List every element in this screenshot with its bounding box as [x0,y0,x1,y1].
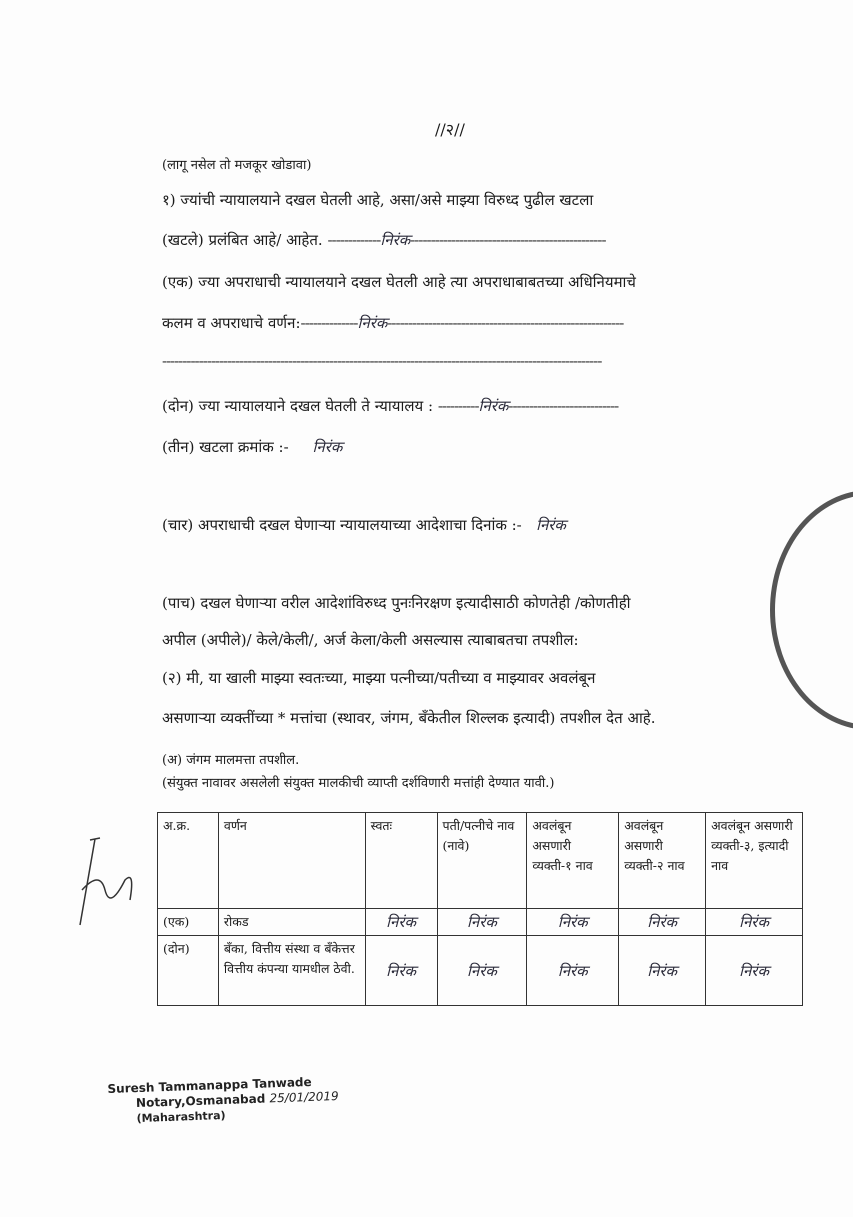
handwritten-answer: निरंक [478,397,509,415]
item-ek-line2: कलम व अपराधाचे वर्णन:--------------निरंक---------------------------------------------------------- [162,314,624,332]
item-teen [162,437,342,457]
handwritten-answer: निरंक [312,438,343,456]
handwritten-cell: निरंक [619,936,706,1006]
movable-assets-table [157,812,803,1006]
row-number: (एक) [158,909,219,936]
header-cell: अवलंबून असणारी व्यक्ती-३, इत्यादी नाव [706,813,803,909]
handwritten-answer: निरंक [357,314,388,332]
handwritten-cell: निरंक [706,936,803,1006]
item-ek-line1: (एक) ज्या अपराधाची न्यायालयाने दखल घेतली आहे त्या अपराधाबाबतच्या अधिनियमाचे [162,273,636,291]
instruction-note: (लागू नसेल तो मजकूर खोडावा) [162,158,312,173]
header-cell: पती/पत्नीचे नाव (नावे) [437,813,527,909]
handwritten-cell: निरंक [619,909,706,936]
notary-title: Notary,Osmanabad [135,1091,266,1111]
item-don: (दोन) ज्या न्यायालयाने दखल घेतली ते न्यायालय : ----------निरंक--------------------------- [162,397,619,415]
item-pach-line1: (पाच) दखल घेणाऱ्या वरील आदेशांविरुध्द पुनःनिरक्षण इत्यादीसाठी कोणतेही /कोणतीही [162,594,631,612]
row-number: (दोन) [158,936,219,1006]
para1-line2: (खटले) प्रलंबित आहे/ आहेत. -------------निरंक------------------------------------------------ [162,231,606,249]
handwritten-cell: निरंक [527,936,619,1006]
para2-line1: (२) मी, या खाली माझ्या स्वतःच्या, माझ्या पत्नीच्या/पतीच्या व माझ्यावर अवलंबून [162,669,596,687]
para1-text: (खटले) प्रलंबित आहे/ आहेत. [162,231,323,249]
item-don-text: (दोन) ज्या न्यायालयाने दखल घेतली ते न्यायालय : [162,397,434,415]
handwritten-answer: निरंक [380,231,411,249]
row-description: बँका, वित्तीय संस्था व बँकेत्तर वित्तीय कंपन्या यामधील ठेवी. [218,936,365,1006]
handwritten-cell: निरंक [706,909,803,936]
item-char [162,515,566,535]
header-cell: अवलंबून असणारी व्यक्ती-२ नाव [619,813,706,909]
item-teen-text: (तीन) खटला क्रमांक :- [162,438,289,456]
table-header-row [158,813,803,909]
signature-mark [70,830,140,930]
handwritten-cell: निरंक [437,909,527,936]
section-a-title: (अ) जंगम मालमत्ता तपशील. [162,753,300,768]
row-description: रोकड [218,909,365,936]
handwritten-cell: निरंक [365,909,437,936]
page-number: //२// [435,120,465,139]
header-cell: अ.क्र. [158,813,219,909]
table-row [158,936,803,1006]
notary-seal [770,490,853,730]
handwritten-cell: निरंक [437,936,527,1006]
para2-line2: असणाऱ्या व्यक्तींच्या * मत्तांचा (स्थावर, जंगम, बँकेतील शिल्लक इत्यादी) तपशील देत आहे. [162,709,656,727]
notary-date: 25/01/2019 [269,1088,339,1106]
handwritten-cell: निरंक [365,936,437,1006]
table-row [158,909,803,936]
header-cell: स्वतः [365,813,437,909]
item-ek-text: कलम व अपराधाचे वर्णन: [162,314,301,332]
item-char-text: (चार) अपराधाची दखल घेणाऱ्या न्यायालयाच्या आदेशाचा दिनांक :- [162,516,522,534]
section-a-subtitle: (संयुक्त नावावर असलेली संयुक्त मालकीची व्याप्ती दर्शविणारी मत्तांही देण्यात यावी.) [162,776,555,791]
para1-line1: १) ज्यांची न्यायालयाने दखल घेतली आहे, असा/असे माझ्या विरुध्द पुढील खटला [162,191,594,209]
notary-stamp [107,1074,339,1127]
handwritten-cell: निरंक [527,909,619,936]
header-cell: अवलंबून असणारी व्यक्ती-१ नाव [527,813,619,909]
blank-dashed-line: ------------------------------------------------------------------------------------------------------------ [162,352,602,370]
notary-name: Suresh Tammanappa Tanwade [107,1074,312,1097]
notary-place: (Maharashtra) [136,1108,226,1126]
handwritten-answer: निरंक [536,516,566,534]
header-cell: वर्णन [218,813,365,909]
item-pach-line2: अपील (अपीले)/ केले/केली/, अर्ज केला/केली असल्यास त्याबाबतचा तपशील: [162,631,579,649]
